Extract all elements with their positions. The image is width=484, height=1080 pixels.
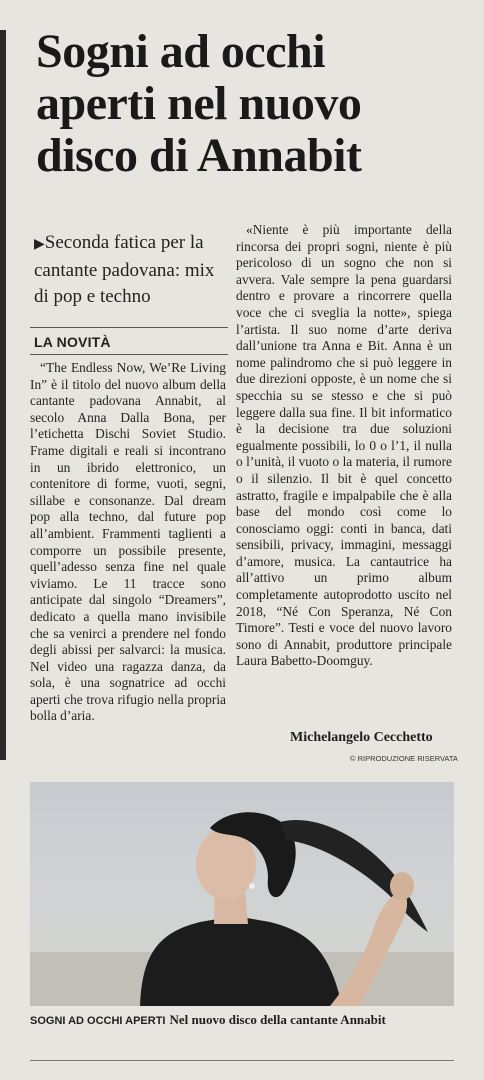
headline: [36, 26, 476, 182]
triangle-marker-icon: ▶: [34, 237, 45, 252]
body-left-text: “The Endless Now, We’Re Living In” è il titolo del nuovo album della cantante padovana Annabit, al secolo Anna Dalla Bona, per l’etichetta Dischi Soviet Studio. Frame digitali e reali si incontrano in un ibrido elettronico, un contenitore di forme, vuoti, segni, sillabe e consonanze. Dal dream pop alla techno, dal future pop all’ambient. Frammenti taglienti a comporre un possibile presente, quell’adesso senza fine nel quale viviamo. Le 11 tracce sono anticipate dal singolo “Dreamers”, dedicato a quella mano invisibile che sa venirci a prendere nel fondo degli abissi per salvarci: la musica. Nel video una ragazza danza, da sola, è una sognatrice ad occhi aperti che trova rifugio nella propria bolla d’aria.: [30, 360, 226, 724]
deck: [34, 230, 230, 310]
kicker: LA NOVITÀ: [34, 334, 111, 350]
caption-label: SOGNI AD OCCHI APERTI: [30, 1015, 166, 1027]
deck-text: Seconda fatica per la cantante padovana: mix di pop e techno: [34, 232, 215, 307]
singer-photo-illustration: [30, 782, 454, 1006]
author-byline: Michelangelo Cecchetto: [290, 730, 433, 745]
photo-caption: [30, 1012, 460, 1028]
headline-line-2: aperti nel nuovo: [36, 77, 362, 130]
copyright-notice: © RIPRODUZIONE RISERVATA: [350, 754, 458, 763]
body-column-right: [236, 222, 452, 670]
kicker-rule-bottom: [30, 354, 228, 355]
bottom-rule: [30, 1060, 454, 1061]
page-edge-bar: [0, 30, 6, 760]
headline-line-1: Sogni ad occhi: [36, 25, 326, 78]
caption-text: Nel nuovo disco della cantante Annabit: [169, 1012, 386, 1027]
body-column-left: [30, 360, 226, 725]
body-right-text: «Niente è più importante della rincorsa dei propri sogni, niente è più pericoloso di un sogno che non si avvera. Vale sempre la pena guardarsi dentro e provare a rincorrere quella voce che ci sveglia la notte», spiega l’artista. Il suo nome d’arte deriva dall’unione tra Anna e Bit. Anna è un nome palindromo che si può leggere in due direzioni opposte, è un nome che si specchia su se stesso e che si può leggere dalla sua fine. Il bit informatico è la decisione tra due soluzioni egualmente possibili, lo 0 o l’1, il nulla o l’unità, il vuoto o la materia, il rumore o il silenzio. Il bit è quel concetto astratto, fragile e impalpabile che è alla base del mondo così come lo conosciamo oggi: conti in banca, dati sensibili, privacy, immagini, messaggi d’amore, musica. La cantautrice ha all’attivo un primo album completamente autoprodotto uscito nel 2018, “Né Con Speranza, Né Con Timore”. Testi e voce del nuovo lavoro sono di Annabit, produttore principale Laura Babetto-Doomguy.: [236, 222, 452, 669]
article-photo: [30, 782, 454, 1006]
headline-line-3: disco di Annabit: [36, 129, 362, 182]
kicker-rule-top: [30, 327, 228, 328]
